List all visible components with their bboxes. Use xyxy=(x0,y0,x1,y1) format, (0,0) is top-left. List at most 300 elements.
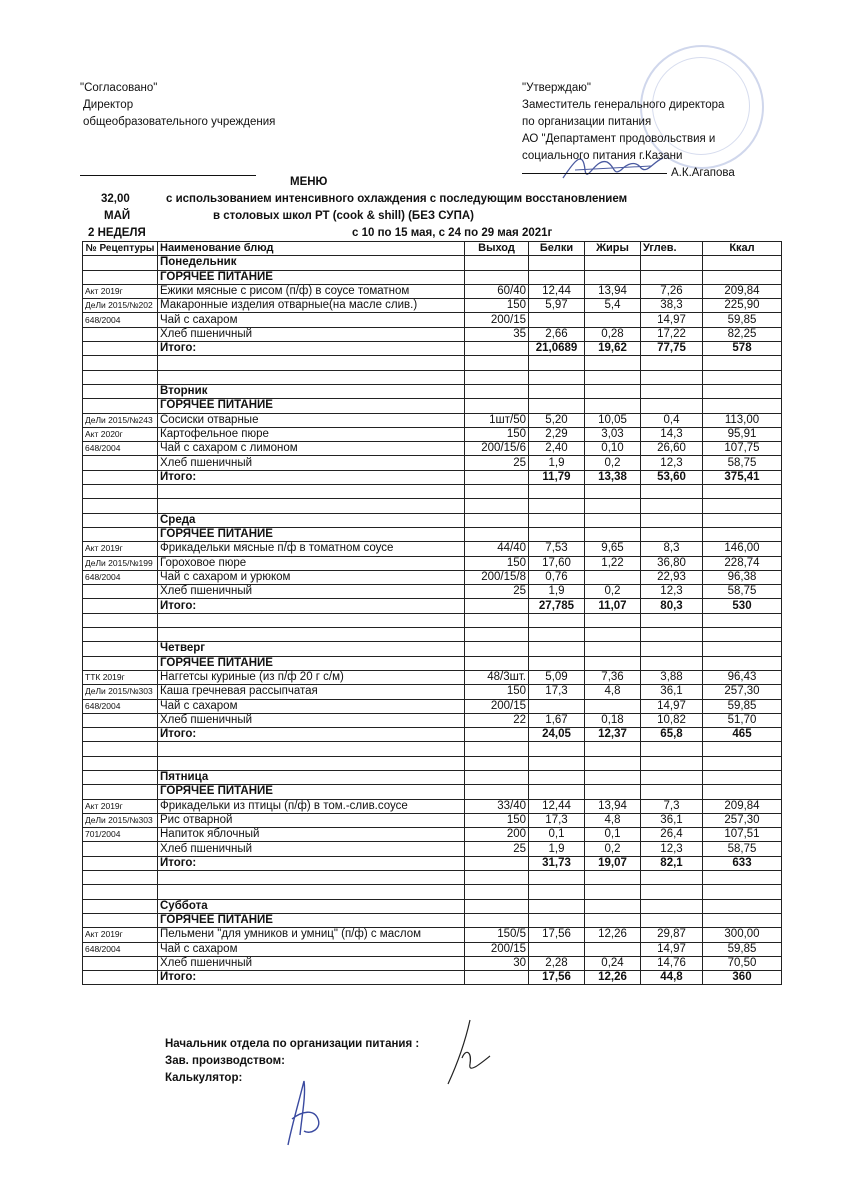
empty-cell xyxy=(529,871,585,885)
dish-name: Хлеб пшеничный xyxy=(158,713,465,727)
empty-cell xyxy=(465,356,529,370)
dish-output: 25 xyxy=(465,456,529,470)
total-carbs: 44,8 xyxy=(641,971,703,985)
dish-protein xyxy=(529,313,585,327)
empty-cell xyxy=(83,399,158,413)
dish-output: 200/15 xyxy=(465,942,529,956)
empty-cell xyxy=(465,599,529,613)
dish-fat: 0,24 xyxy=(585,956,641,970)
empty-cell xyxy=(641,527,703,541)
empty-cell xyxy=(83,628,158,642)
empty-cell xyxy=(585,885,641,899)
empty-cell xyxy=(529,527,585,541)
dish-output: 200/15/8 xyxy=(465,570,529,584)
total-carbs: 53,60 xyxy=(641,470,703,484)
empty-cell xyxy=(703,642,782,656)
empty-cell xyxy=(529,742,585,756)
recipe-code xyxy=(83,585,158,599)
total-kcal: 530 xyxy=(703,599,782,613)
dish-kcal: 225,90 xyxy=(703,299,782,313)
dish-carbs: 14,97 xyxy=(641,942,703,956)
empty-cell xyxy=(529,899,585,913)
dish-name: Напиток яблочный xyxy=(158,828,465,842)
dish-protein: 2,66 xyxy=(529,327,585,341)
empty-cell xyxy=(703,399,782,413)
dish-output: 1шт/50 xyxy=(465,413,529,427)
section-row xyxy=(83,913,782,927)
empty-cell xyxy=(529,885,585,899)
total-fat: 11,07 xyxy=(585,599,641,613)
empty-cell xyxy=(465,256,529,270)
dish-fat: 12,26 xyxy=(585,928,641,942)
empty-cell xyxy=(529,513,585,527)
empty-cell xyxy=(641,742,703,756)
empty-cell xyxy=(465,370,529,384)
empty-cell xyxy=(641,756,703,770)
dish-kcal: 96,38 xyxy=(703,570,782,584)
empty-cell xyxy=(585,785,641,799)
day-name: Понедельник xyxy=(158,256,465,270)
dish-carbs: 36,1 xyxy=(641,813,703,827)
dish-name: Макаронные изделия отварные(на масле слив.) xyxy=(158,299,465,313)
dish-output: 48/3шт. xyxy=(465,670,529,684)
empty-cell xyxy=(703,513,782,527)
empty-cell xyxy=(703,499,782,513)
dish-carbs: 22,93 xyxy=(641,570,703,584)
empty-cell xyxy=(158,485,465,499)
approval-right-line3: АО "Департамент продовольствия и xyxy=(522,133,716,145)
empty-cell xyxy=(585,642,641,656)
approval-right-line4: социального питания г.Казани xyxy=(522,150,683,162)
recipe-code xyxy=(83,713,158,727)
section-name: ГОРЯЧЕЕ ПИТАНИЕ xyxy=(158,656,465,670)
spacer-row xyxy=(83,871,782,885)
dish-protein: 1,9 xyxy=(529,456,585,470)
dish-carbs: 14,76 xyxy=(641,956,703,970)
table-row xyxy=(83,570,782,584)
dish-carbs: 29,87 xyxy=(641,928,703,942)
empty-cell xyxy=(585,742,641,756)
footer-production-manager: Зав. производством: xyxy=(165,1055,285,1067)
dish-kcal: 95,91 xyxy=(703,427,782,441)
section-name: ГОРЯЧЕЕ ПИТАНИЕ xyxy=(158,913,465,927)
empty-cell xyxy=(529,913,585,927)
dish-name: Наггетсы куриные (из п/ф 20 г с/м) xyxy=(158,670,465,684)
empty-cell xyxy=(585,356,641,370)
recipe-code: Акт 2019г xyxy=(83,928,158,942)
empty-cell xyxy=(703,370,782,384)
head-signature xyxy=(440,1018,500,1088)
director-signature-line xyxy=(80,175,256,176)
dish-fat: 0,2 xyxy=(585,456,641,470)
empty-cell xyxy=(641,370,703,384)
empty-cell xyxy=(585,513,641,527)
menu-table-body xyxy=(83,256,782,985)
dish-output: 200/15 xyxy=(465,699,529,713)
dish-output: 30 xyxy=(465,956,529,970)
empty-cell xyxy=(465,384,529,398)
empty-cell xyxy=(83,899,158,913)
dish-protein: 17,3 xyxy=(529,813,585,827)
approval-right-title: "Утверждаю" xyxy=(522,82,591,94)
table-row xyxy=(83,327,782,341)
dish-fat: 5,4 xyxy=(585,299,641,313)
dish-output: 200/15/6 xyxy=(465,442,529,456)
empty-cell xyxy=(83,527,158,541)
dish-name: Чай с сахаром xyxy=(158,699,465,713)
day-row xyxy=(83,642,782,656)
empty-cell xyxy=(703,356,782,370)
total-fat: 19,62 xyxy=(585,342,641,356)
menu-subtitle-1: с использованием интенсивного охлаждения с последующим восстановлением xyxy=(166,193,628,205)
dish-name: Фрикадельки мясные п/ф в томатном соусе xyxy=(158,542,465,556)
dish-fat xyxy=(585,570,641,584)
dish-output: 150 xyxy=(465,427,529,441)
dish-output: 44/40 xyxy=(465,542,529,556)
total-protein: 24,05 xyxy=(529,728,585,742)
approval-right-line2: по организации питания xyxy=(522,116,652,128)
empty-cell xyxy=(158,613,465,627)
day-row xyxy=(83,899,782,913)
menu-title: МЕНЮ xyxy=(290,176,328,188)
empty-cell xyxy=(465,728,529,742)
day-row xyxy=(83,384,782,398)
dish-kcal: 58,75 xyxy=(703,585,782,599)
dish-name: Гороховое пюре xyxy=(158,556,465,570)
empty-cell xyxy=(83,356,158,370)
dish-fat: 13,94 xyxy=(585,284,641,298)
empty-cell xyxy=(641,485,703,499)
total-protein: 11,79 xyxy=(529,470,585,484)
empty-cell xyxy=(465,742,529,756)
recipe-code: ДеЛи 2015/№303 xyxy=(83,685,158,699)
empty-cell xyxy=(641,899,703,913)
dish-name: Ежики мясные с рисом (п/ф) в соусе томатном xyxy=(158,284,465,298)
empty-cell xyxy=(465,513,529,527)
table-row xyxy=(83,699,782,713)
dish-kcal: 257,30 xyxy=(703,813,782,827)
day-name: Вторник xyxy=(158,384,465,398)
empty-cell xyxy=(703,628,782,642)
total-row xyxy=(83,599,782,613)
dish-output: 150 xyxy=(465,299,529,313)
dish-output: 25 xyxy=(465,585,529,599)
empty-cell xyxy=(585,399,641,413)
empty-cell xyxy=(703,756,782,770)
dish-fat: 1,22 xyxy=(585,556,641,570)
total-row xyxy=(83,856,782,870)
empty-cell xyxy=(641,885,703,899)
table-row xyxy=(83,299,782,313)
section-row xyxy=(83,656,782,670)
recipe-code: ДеЛи 2015/№199 xyxy=(83,556,158,570)
empty-cell xyxy=(703,885,782,899)
dish-kcal: 51,70 xyxy=(703,713,782,727)
dish-fat: 10,05 xyxy=(585,413,641,427)
dish-kcal: 59,85 xyxy=(703,942,782,956)
empty-cell xyxy=(641,613,703,627)
table-header-row xyxy=(83,242,782,256)
menu-price: 32,00 xyxy=(101,193,130,205)
empty-cell xyxy=(83,599,158,613)
dish-kcal: 113,00 xyxy=(703,413,782,427)
table-row xyxy=(83,942,782,956)
empty-cell xyxy=(529,642,585,656)
empty-cell xyxy=(465,885,529,899)
empty-cell xyxy=(641,785,703,799)
header-fat: Жиры xyxy=(585,242,641,256)
day-name: Пятница xyxy=(158,770,465,784)
empty-cell xyxy=(703,742,782,756)
empty-cell xyxy=(465,499,529,513)
empty-cell xyxy=(465,613,529,627)
empty-cell xyxy=(83,256,158,270)
spacer-row xyxy=(83,613,782,627)
empty-cell xyxy=(529,256,585,270)
approval-left-role: Директор xyxy=(83,99,134,111)
section-name: ГОРЯЧЕЕ ПИТАНИЕ xyxy=(158,399,465,413)
recipe-code: ДеЛи 2015/№243 xyxy=(83,413,158,427)
dish-kcal: 58,75 xyxy=(703,842,782,856)
recipe-code: Акт 2019г xyxy=(83,542,158,556)
empty-cell xyxy=(529,399,585,413)
dish-kcal: 228,74 xyxy=(703,556,782,570)
table-row xyxy=(83,813,782,827)
empty-cell xyxy=(529,628,585,642)
dish-output: 60/40 xyxy=(465,284,529,298)
total-row xyxy=(83,470,782,484)
day-row xyxy=(83,770,782,784)
dish-output: 150 xyxy=(465,556,529,570)
empty-cell xyxy=(585,656,641,670)
empty-cell xyxy=(83,270,158,284)
empty-cell xyxy=(641,656,703,670)
recipe-code xyxy=(83,956,158,970)
empty-cell xyxy=(529,785,585,799)
dish-carbs: 7,3 xyxy=(641,799,703,813)
dish-kcal: 59,85 xyxy=(703,313,782,327)
dish-carbs: 0,4 xyxy=(641,413,703,427)
dish-kcal: 70,50 xyxy=(703,956,782,970)
total-kcal: 375,41 xyxy=(703,470,782,484)
dish-carbs: 10,82 xyxy=(641,713,703,727)
empty-cell xyxy=(529,756,585,770)
dish-carbs: 14,3 xyxy=(641,427,703,441)
empty-cell xyxy=(585,485,641,499)
header-recipe: № Рецептуры xyxy=(83,242,158,256)
empty-cell xyxy=(158,356,465,370)
empty-cell xyxy=(703,899,782,913)
dish-kcal: 209,84 xyxy=(703,799,782,813)
empty-cell xyxy=(529,499,585,513)
day-name: Среда xyxy=(158,513,465,527)
table-row xyxy=(83,542,782,556)
recipe-code: 701/2004 xyxy=(83,828,158,842)
empty-cell xyxy=(641,770,703,784)
empty-cell xyxy=(83,642,158,656)
empty-cell xyxy=(83,742,158,756)
total-fat: 19,07 xyxy=(585,856,641,870)
empty-cell xyxy=(83,485,158,499)
total-carbs: 77,75 xyxy=(641,342,703,356)
dish-fat xyxy=(585,942,641,956)
empty-cell xyxy=(158,628,465,642)
empty-cell xyxy=(641,270,703,284)
empty-cell xyxy=(641,356,703,370)
total-protein: 21,0689 xyxy=(529,342,585,356)
dish-protein: 2,29 xyxy=(529,427,585,441)
dish-carbs: 26,4 xyxy=(641,828,703,842)
dish-name: Хлеб пшеничный xyxy=(158,842,465,856)
table-row xyxy=(83,556,782,570)
empty-cell xyxy=(529,356,585,370)
dish-output: 25 xyxy=(465,842,529,856)
dish-carbs: 36,1 xyxy=(641,685,703,699)
section-row xyxy=(83,785,782,799)
menu-dates: с 10 по 15 мая, с 24 по 29 мая 2021г xyxy=(352,227,553,239)
dish-fat: 0,2 xyxy=(585,585,641,599)
empty-cell xyxy=(529,270,585,284)
dish-protein: 1,9 xyxy=(529,585,585,599)
recipe-code: ДеЛи 2015/№202 xyxy=(83,299,158,313)
empty-cell xyxy=(585,384,641,398)
empty-cell xyxy=(83,656,158,670)
empty-cell xyxy=(703,613,782,627)
empty-cell xyxy=(83,770,158,784)
total-kcal: 578 xyxy=(703,342,782,356)
dish-fat: 0,1 xyxy=(585,828,641,842)
empty-cell xyxy=(641,256,703,270)
empty-cell xyxy=(83,342,158,356)
empty-cell xyxy=(641,399,703,413)
empty-cell xyxy=(465,871,529,885)
empty-cell xyxy=(585,628,641,642)
spacer-row xyxy=(83,370,782,384)
dish-fat: 0,18 xyxy=(585,713,641,727)
empty-cell xyxy=(585,613,641,627)
dish-protein: 1,67 xyxy=(529,713,585,727)
section-name: ГОРЯЧЕЕ ПИТАНИЕ xyxy=(158,527,465,541)
empty-cell xyxy=(529,370,585,384)
dish-carbs: 36,80 xyxy=(641,556,703,570)
total-label: Итого: xyxy=(158,728,465,742)
empty-cell xyxy=(585,871,641,885)
empty-cell xyxy=(585,527,641,541)
approval-right-line1: Заместитель генерального директора xyxy=(522,99,725,111)
empty-cell xyxy=(529,384,585,398)
dish-name: Пельмени "для умников и умниц" (п/ф) с маслом xyxy=(158,928,465,942)
table-row xyxy=(83,799,782,813)
approval-right-signer: А.К.Агапова xyxy=(671,167,735,179)
empty-cell xyxy=(585,499,641,513)
spacer-row xyxy=(83,742,782,756)
empty-cell xyxy=(465,642,529,656)
dish-protein: 17,60 xyxy=(529,556,585,570)
dish-protein: 7,53 xyxy=(529,542,585,556)
empty-cell xyxy=(465,785,529,799)
section-name: ГОРЯЧЕЕ ПИТАНИЕ xyxy=(158,270,465,284)
table-row xyxy=(83,427,782,441)
table-row xyxy=(83,284,782,298)
empty-cell xyxy=(703,871,782,885)
dish-kcal: 96,43 xyxy=(703,670,782,684)
table-row xyxy=(83,713,782,727)
dish-kcal: 59,85 xyxy=(703,699,782,713)
dish-name: Сосиски отварные xyxy=(158,413,465,427)
empty-cell xyxy=(158,742,465,756)
empty-cell xyxy=(465,399,529,413)
day-row xyxy=(83,513,782,527)
total-label: Итого: xyxy=(158,971,465,985)
table-row xyxy=(83,956,782,970)
empty-cell xyxy=(83,871,158,885)
empty-cell xyxy=(83,370,158,384)
spacer-row xyxy=(83,356,782,370)
total-carbs: 65,8 xyxy=(641,728,703,742)
total-protein: 17,56 xyxy=(529,971,585,985)
section-row xyxy=(83,527,782,541)
dish-fat: 4,8 xyxy=(585,685,641,699)
dish-fat: 0,10 xyxy=(585,442,641,456)
dish-carbs: 7,26 xyxy=(641,284,703,298)
dish-name: Чай с сахаром xyxy=(158,942,465,956)
empty-cell xyxy=(703,770,782,784)
dish-fat xyxy=(585,313,641,327)
dish-carbs: 17,22 xyxy=(641,327,703,341)
dish-carbs: 12,3 xyxy=(641,456,703,470)
dish-protein xyxy=(529,699,585,713)
total-fat: 12,37 xyxy=(585,728,641,742)
empty-cell xyxy=(585,899,641,913)
dish-fat: 3,03 xyxy=(585,427,641,441)
dish-name: Чай с сахаром с лимоном xyxy=(158,442,465,456)
empty-cell xyxy=(83,384,158,398)
empty-cell xyxy=(83,885,158,899)
dish-kcal: 58,75 xyxy=(703,456,782,470)
dish-output: 150 xyxy=(465,685,529,699)
empty-cell xyxy=(465,756,529,770)
total-kcal: 465 xyxy=(703,728,782,742)
dish-kcal: 209,84 xyxy=(703,284,782,298)
table-row xyxy=(83,313,782,327)
total-label: Итого: xyxy=(158,599,465,613)
empty-cell xyxy=(641,642,703,656)
empty-cell xyxy=(83,513,158,527)
empty-cell xyxy=(703,270,782,284)
empty-cell xyxy=(529,656,585,670)
empty-cell xyxy=(83,756,158,770)
total-carbs: 80,3 xyxy=(641,599,703,613)
day-row xyxy=(83,256,782,270)
empty-cell xyxy=(83,613,158,627)
recipe-code xyxy=(83,327,158,341)
dish-fat: 13,94 xyxy=(585,799,641,813)
dish-protein: 5,20 xyxy=(529,413,585,427)
dish-carbs: 12,3 xyxy=(641,842,703,856)
total-label: Итого: xyxy=(158,470,465,484)
dish-output: 35 xyxy=(465,327,529,341)
section-row xyxy=(83,270,782,284)
dish-name: Хлеб пшеничный xyxy=(158,456,465,470)
dish-output: 33/40 xyxy=(465,799,529,813)
empty-cell xyxy=(585,256,641,270)
recipe-code: 648/2004 xyxy=(83,313,158,327)
dish-carbs: 14,97 xyxy=(641,313,703,327)
empty-cell xyxy=(83,856,158,870)
dish-name: Хлеб пшеничный xyxy=(158,585,465,599)
dish-carbs: 14,97 xyxy=(641,699,703,713)
empty-cell xyxy=(465,899,529,913)
